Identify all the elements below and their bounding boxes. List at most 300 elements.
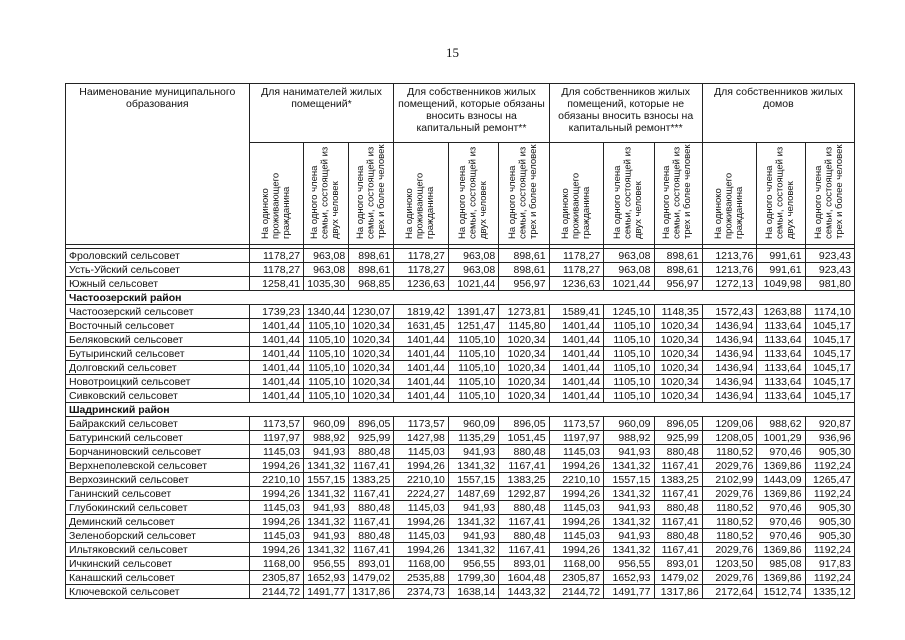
value-cell: 1020,34 <box>499 361 549 375</box>
section-row <box>66 403 855 417</box>
value-cell: 1167,41 <box>654 487 702 501</box>
value-cell: 1340,44 <box>304 305 349 319</box>
value-cell: 1230,07 <box>349 305 394 319</box>
value-cell: 1020,34 <box>349 347 394 361</box>
value-cell: 956,55 <box>604 557 654 571</box>
value-cell: 1401,44 <box>394 375 449 389</box>
subheader-label: На одного члена семьи, состоящей из трех и более человек <box>813 144 846 239</box>
value-cell: 1173,57 <box>249 417 304 431</box>
district-heading: Частоозерский район <box>66 291 855 305</box>
value-cell: 941,93 <box>448 501 498 515</box>
value-cell: 970,46 <box>757 515 805 529</box>
value-cell: 941,93 <box>304 529 349 543</box>
value-cell: 1341,32 <box>604 459 654 473</box>
value-cell: 1020,34 <box>349 375 394 389</box>
value-cell: 963,08 <box>604 263 654 277</box>
value-cell: 1491,77 <box>604 585 654 599</box>
value-cell: 1739,23 <box>249 305 304 319</box>
subheader-cell <box>304 143 349 245</box>
municipality-name: Деминский сельсовет <box>66 515 250 529</box>
subheader-label: На одиноко проживающего гражданина <box>712 172 745 239</box>
value-cell: 1994,26 <box>249 487 304 501</box>
value-cell: 2144,72 <box>249 585 304 599</box>
value-cell: 1401,44 <box>394 333 449 347</box>
group-header-house-owners: Для собственников жилых домов <box>702 84 854 143</box>
value-cell: 1265,47 <box>805 473 854 487</box>
value-cell: 970,46 <box>757 445 805 459</box>
value-cell: 1020,34 <box>349 319 394 333</box>
value-cell: 963,08 <box>304 263 349 277</box>
value-cell: 1401,44 <box>549 347 604 361</box>
subheader-cell <box>702 143 757 245</box>
value-cell: 2535,88 <box>394 571 449 585</box>
value-cell: 1135,29 <box>448 431 498 445</box>
table-row <box>66 263 855 277</box>
value-cell: 1045,17 <box>805 319 854 333</box>
value-cell: 898,61 <box>654 249 702 263</box>
value-cell: 1105,10 <box>448 333 498 347</box>
value-cell: 1208,05 <box>702 431 757 445</box>
value-cell: 1401,44 <box>249 333 304 347</box>
value-cell: 941,93 <box>604 445 654 459</box>
value-cell: 1994,26 <box>549 515 604 529</box>
value-cell: 1192,24 <box>805 487 854 501</box>
value-cell: 1251,47 <box>448 319 498 333</box>
value-cell: 1020,34 <box>654 333 702 347</box>
value-cell: 1236,63 <box>549 277 604 291</box>
table-row <box>66 459 855 473</box>
value-cell: 893,01 <box>499 557 549 571</box>
group-header-owners-not-obliged: Для собственников жилых помещений, которые не обязаны вносить взносы на капитальный ремонт*** <box>549 84 702 143</box>
subheader-cell <box>805 143 854 245</box>
value-cell: 1819,42 <box>394 305 449 319</box>
tariff-table <box>65 83 855 599</box>
value-cell: 1105,10 <box>604 389 654 403</box>
value-cell: 1436,94 <box>702 389 757 403</box>
value-cell: 981,80 <box>805 277 854 291</box>
value-cell: 1443,09 <box>757 473 805 487</box>
value-cell: 1994,26 <box>549 459 604 473</box>
value-cell: 2305,87 <box>549 571 604 585</box>
value-cell: 1652,93 <box>304 571 349 585</box>
value-cell: 968,85 <box>349 277 394 291</box>
value-cell: 1401,44 <box>249 347 304 361</box>
value-cell: 1167,41 <box>499 543 549 557</box>
value-cell: 2029,76 <box>702 459 757 473</box>
value-cell: 985,08 <box>757 557 805 571</box>
subheader-label: На одиноко проживающего гражданина <box>559 172 592 239</box>
subheader-label: На одного члена семьи, состоящей из двух человек <box>309 146 342 239</box>
value-cell: 1317,86 <box>654 585 702 599</box>
table-row <box>66 557 855 571</box>
group-header-row <box>66 84 855 143</box>
value-cell: 2210,10 <box>249 473 304 487</box>
table-body <box>66 245 855 599</box>
value-cell: 1133,64 <box>757 361 805 375</box>
value-cell: 1369,86 <box>757 487 805 501</box>
value-cell: 1479,02 <box>654 571 702 585</box>
subheader-cell <box>349 143 394 245</box>
value-cell: 1192,24 <box>805 571 854 585</box>
municipality-name: Сивковский сельсовет <box>66 389 250 403</box>
table-row <box>66 501 855 515</box>
municipality-name: Батуринский сельсовет <box>66 431 250 445</box>
value-cell: 1401,44 <box>549 389 604 403</box>
municipality-name: Канашский сельсовет <box>66 571 250 585</box>
value-cell: 1401,44 <box>394 361 449 375</box>
value-cell: 1272,13 <box>702 277 757 291</box>
value-cell: 1168,00 <box>549 557 604 571</box>
value-cell: 1341,32 <box>304 459 349 473</box>
value-cell: 880,48 <box>499 501 549 515</box>
value-cell: 988,92 <box>304 431 349 445</box>
value-cell: 988,62 <box>757 417 805 431</box>
value-cell: 1105,10 <box>448 361 498 375</box>
value-cell: 923,43 <box>805 263 854 277</box>
page-number: 15 <box>446 45 459 60</box>
table-row <box>66 249 855 263</box>
table-row <box>66 319 855 333</box>
value-cell: 1401,44 <box>549 333 604 347</box>
value-cell: 880,48 <box>349 445 394 459</box>
value-cell: 1105,10 <box>604 375 654 389</box>
value-cell: 898,61 <box>349 249 394 263</box>
value-cell: 2102,99 <box>702 473 757 487</box>
municipality-name: Ключевской сельсовет <box>66 585 250 599</box>
value-cell: 2029,76 <box>702 487 757 501</box>
value-cell: 920,87 <box>805 417 854 431</box>
municipality-name: Борчаниновский сельсовет <box>66 445 250 459</box>
value-cell: 941,93 <box>304 445 349 459</box>
value-cell: 898,61 <box>349 263 394 277</box>
value-cell: 1049,98 <box>757 277 805 291</box>
value-cell: 1167,41 <box>349 487 394 501</box>
value-cell: 1167,41 <box>654 459 702 473</box>
value-cell: 1167,41 <box>349 515 394 529</box>
table-row <box>66 417 855 431</box>
municipality-name: Ичкинский сельсовет <box>66 557 250 571</box>
value-cell: 1604,48 <box>499 571 549 585</box>
municipality-name: Байракский сельсовет <box>66 417 250 431</box>
value-cell: 1203,50 <box>702 557 757 571</box>
value-cell: 896,05 <box>654 417 702 431</box>
subheader-cell <box>549 143 604 245</box>
value-cell: 1994,26 <box>394 515 449 529</box>
value-cell: 1180,52 <box>702 529 757 543</box>
value-cell: 1145,03 <box>394 529 449 543</box>
value-cell: 1145,80 <box>499 319 549 333</box>
value-cell: 923,43 <box>805 249 854 263</box>
district-heading: Шадринский район <box>66 403 855 417</box>
value-cell: 941,93 <box>604 501 654 515</box>
table-row <box>66 305 855 319</box>
value-cell: 1035,30 <box>304 277 349 291</box>
value-cell: 960,09 <box>304 417 349 431</box>
table-row <box>66 487 855 501</box>
value-cell: 896,05 <box>499 417 549 431</box>
subheader-cell <box>249 143 304 245</box>
value-cell: 905,30 <box>805 445 854 459</box>
group-header-tenants: Для нанимателей жилых помещений* <box>249 84 394 143</box>
value-cell: 1105,10 <box>448 375 498 389</box>
value-cell: 1105,10 <box>304 347 349 361</box>
value-cell: 960,09 <box>448 417 498 431</box>
value-cell: 1145,03 <box>249 501 304 515</box>
subheader-label: На одного члена семьи, состоящей из двух человек <box>764 146 797 239</box>
value-cell: 941,93 <box>448 445 498 459</box>
value-cell: 1401,44 <box>249 319 304 333</box>
value-cell: 925,99 <box>349 431 394 445</box>
value-cell: 1020,34 <box>349 389 394 403</box>
value-cell: 880,48 <box>654 529 702 543</box>
value-cell: 1167,41 <box>349 459 394 473</box>
value-cell: 1572,43 <box>702 305 757 319</box>
value-cell: 1133,64 <box>757 333 805 347</box>
value-cell: 1105,10 <box>604 347 654 361</box>
value-cell: 963,08 <box>448 249 498 263</box>
value-cell: 893,01 <box>349 557 394 571</box>
value-cell: 1105,10 <box>604 361 654 375</box>
value-cell: 1020,34 <box>654 347 702 361</box>
value-cell: 1145,03 <box>249 529 304 543</box>
value-cell: 1045,17 <box>805 333 854 347</box>
value-cell: 1443,32 <box>499 585 549 599</box>
value-cell: 1427,98 <box>394 431 449 445</box>
value-cell: 1133,64 <box>757 389 805 403</box>
value-cell: 1369,86 <box>757 543 805 557</box>
value-cell: 1197,97 <box>549 431 604 445</box>
value-cell: 1401,44 <box>394 347 449 361</box>
value-cell: 2029,76 <box>702 543 757 557</box>
municipality-name: Южный сельсовет <box>66 277 250 291</box>
value-cell: 1557,15 <box>448 473 498 487</box>
value-cell: 1133,64 <box>757 347 805 361</box>
value-cell: 1401,44 <box>549 375 604 389</box>
value-cell: 1020,34 <box>349 361 394 375</box>
subheader-label: На одного члена семьи, состоящей из двух человек <box>456 146 489 239</box>
value-cell: 1341,32 <box>304 543 349 557</box>
subheader-label: На одного члена семьи, состоящей из трех и более человек <box>661 144 694 239</box>
value-cell: 963,08 <box>604 249 654 263</box>
value-cell: 1197,97 <box>249 431 304 445</box>
value-cell: 880,48 <box>349 501 394 515</box>
value-cell: 1168,00 <box>249 557 304 571</box>
value-cell: 988,92 <box>604 431 654 445</box>
value-cell: 1105,10 <box>304 375 349 389</box>
value-cell: 956,97 <box>499 277 549 291</box>
value-cell: 1045,17 <box>805 375 854 389</box>
value-cell: 1652,93 <box>604 571 654 585</box>
value-cell: 1589,41 <box>549 305 604 319</box>
municipality-name: Восточный сельсовет <box>66 319 250 333</box>
value-cell: 1401,44 <box>249 389 304 403</box>
municipality-name: Бутыринский сельсовет <box>66 347 250 361</box>
value-cell: 880,48 <box>654 445 702 459</box>
subheader-label: На одиноко проживающего гражданина <box>259 172 292 239</box>
value-cell: 2210,10 <box>549 473 604 487</box>
value-cell: 1401,44 <box>394 389 449 403</box>
value-cell: 1317,86 <box>349 585 394 599</box>
value-cell: 1557,15 <box>304 473 349 487</box>
value-cell: 905,30 <box>805 529 854 543</box>
value-cell: 1383,25 <box>499 473 549 487</box>
value-cell: 1180,52 <box>702 445 757 459</box>
value-cell: 941,93 <box>448 529 498 543</box>
value-cell: 1341,32 <box>304 487 349 501</box>
subheader-cell <box>394 143 449 245</box>
value-cell: 1020,34 <box>654 361 702 375</box>
value-cell: 1167,41 <box>499 515 549 529</box>
value-cell: 1045,17 <box>805 347 854 361</box>
value-cell: 963,08 <box>304 249 349 263</box>
municipality-name: Верхозинский сельсовет <box>66 473 250 487</box>
value-cell: 1133,64 <box>757 319 805 333</box>
value-cell: 1341,32 <box>448 459 498 473</box>
municipality-name: Новотроицкий сельсовет <box>66 375 250 389</box>
value-cell: 970,46 <box>757 529 805 543</box>
value-cell: 1557,15 <box>604 473 654 487</box>
value-cell: 1994,26 <box>249 459 304 473</box>
value-cell: 1341,32 <box>448 515 498 529</box>
table-header <box>66 84 855 245</box>
value-cell: 1341,32 <box>604 487 654 501</box>
value-cell: 1994,26 <box>549 543 604 557</box>
subheader-cell <box>654 143 702 245</box>
value-cell: 1192,24 <box>805 459 854 473</box>
value-cell: 2172,64 <box>702 585 757 599</box>
value-cell: 1178,27 <box>549 249 604 263</box>
municipality-name: Усть-Уйский сельсовет <box>66 263 250 277</box>
value-cell: 1148,35 <box>654 305 702 319</box>
value-cell: 1436,94 <box>702 347 757 361</box>
value-cell: 956,55 <box>304 557 349 571</box>
value-cell: 1021,44 <box>448 277 498 291</box>
value-cell: 1020,34 <box>499 375 549 389</box>
value-cell: 1045,17 <box>805 361 854 375</box>
value-cell: 1020,34 <box>654 319 702 333</box>
value-cell: 941,93 <box>304 501 349 515</box>
table-row <box>66 445 855 459</box>
value-cell: 880,48 <box>654 501 702 515</box>
value-cell: 1105,10 <box>448 347 498 361</box>
value-cell: 1436,94 <box>702 319 757 333</box>
value-cell: 1341,32 <box>604 515 654 529</box>
value-cell: 1335,12 <box>805 585 854 599</box>
municipality-name: Глубокинский сельсовет <box>66 501 250 515</box>
value-cell: 1020,34 <box>654 375 702 389</box>
value-cell: 1105,10 <box>304 333 349 347</box>
municipality-name: Ганинский сельсовет <box>66 487 250 501</box>
value-cell: 1178,27 <box>394 249 449 263</box>
table-row <box>66 473 855 487</box>
value-cell: 1292,87 <box>499 487 549 501</box>
value-cell: 1020,34 <box>349 333 394 347</box>
value-cell: 896,05 <box>349 417 394 431</box>
value-cell: 1020,34 <box>654 389 702 403</box>
value-cell: 1994,26 <box>394 543 449 557</box>
municipality-name: Верхнеполевской сельсовет <box>66 459 250 473</box>
value-cell: 1105,10 <box>448 389 498 403</box>
value-cell: 956,55 <box>448 557 498 571</box>
value-cell: 1236,63 <box>394 277 449 291</box>
value-cell: 1145,03 <box>394 501 449 515</box>
value-cell: 1174,10 <box>805 305 854 319</box>
value-cell: 960,09 <box>604 417 654 431</box>
subheader-cell <box>757 143 805 245</box>
value-cell: 2374,73 <box>394 585 449 599</box>
table-row <box>66 543 855 557</box>
value-cell: 1341,32 <box>304 515 349 529</box>
value-cell: 1341,32 <box>448 543 498 557</box>
value-cell: 880,48 <box>349 529 394 543</box>
value-cell: 1020,34 <box>499 389 549 403</box>
value-cell: 917,83 <box>805 557 854 571</box>
value-cell: 956,97 <box>654 277 702 291</box>
value-cell: 1258,41 <box>249 277 304 291</box>
value-cell: 893,01 <box>654 557 702 571</box>
value-cell: 1383,25 <box>349 473 394 487</box>
subheader-cell <box>499 143 549 245</box>
value-cell: 1105,10 <box>304 319 349 333</box>
value-cell: 1994,26 <box>549 487 604 501</box>
value-cell: 1391,47 <box>448 305 498 319</box>
value-cell: 1178,27 <box>549 263 604 277</box>
value-cell: 1167,41 <box>654 515 702 529</box>
value-cell: 905,30 <box>805 501 854 515</box>
municipality-name: Зеленоборский сельсовет <box>66 529 250 543</box>
value-cell: 1145,03 <box>549 529 604 543</box>
table-row <box>66 529 855 543</box>
value-cell: 1369,86 <box>757 571 805 585</box>
municipality-name: Долговский сельсовет <box>66 361 250 375</box>
value-cell: 1167,41 <box>499 459 549 473</box>
value-cell: 880,48 <box>499 445 549 459</box>
value-cell: 898,61 <box>499 263 549 277</box>
value-cell: 1051,45 <box>499 431 549 445</box>
value-cell: 1020,34 <box>499 333 549 347</box>
value-cell: 1799,30 <box>448 571 498 585</box>
value-cell: 1105,10 <box>304 389 349 403</box>
value-cell: 1436,94 <box>702 361 757 375</box>
value-cell: 1209,06 <box>702 417 757 431</box>
value-cell: 1638,14 <box>448 585 498 599</box>
value-cell: 1145,03 <box>394 445 449 459</box>
value-cell: 1213,76 <box>702 249 757 263</box>
value-cell: 905,30 <box>805 515 854 529</box>
municipality-name-header: Наименование муниципального образования <box>66 84 250 245</box>
value-cell: 898,61 <box>654 263 702 277</box>
value-cell: 991,61 <box>757 263 805 277</box>
value-cell: 1192,24 <box>805 543 854 557</box>
subheader-cell <box>604 143 654 245</box>
table-row <box>66 361 855 375</box>
value-cell: 1168,00 <box>394 557 449 571</box>
value-cell: 1213,76 <box>702 263 757 277</box>
value-cell: 1045,17 <box>805 389 854 403</box>
section-row <box>66 291 855 305</box>
value-cell: 1133,64 <box>757 375 805 389</box>
value-cell: 1263,88 <box>757 305 805 319</box>
value-cell: 1178,27 <box>249 249 304 263</box>
value-cell: 1145,03 <box>549 445 604 459</box>
value-cell: 2210,10 <box>394 473 449 487</box>
table-row <box>66 375 855 389</box>
value-cell: 1180,52 <box>702 515 757 529</box>
value-cell: 2144,72 <box>549 585 604 599</box>
municipality-name: Беляковский сельсовет <box>66 333 250 347</box>
value-cell: 1994,26 <box>249 515 304 529</box>
table-row <box>66 389 855 403</box>
